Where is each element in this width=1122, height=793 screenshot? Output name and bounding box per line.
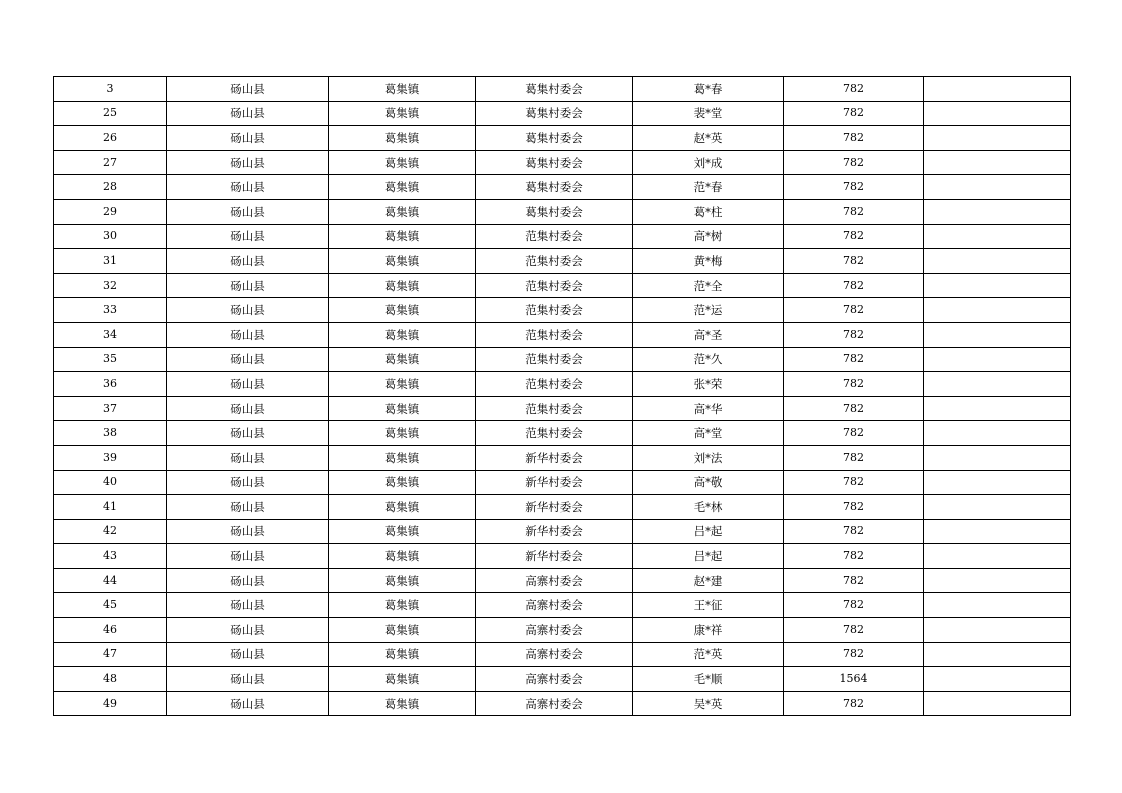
cell-name: 刘*成 (633, 150, 784, 175)
cell-note (924, 642, 1071, 667)
cell-name: 赵*英 (633, 126, 784, 151)
cell-number: 26 (54, 126, 167, 151)
cell-town: 葛集镇 (329, 495, 476, 520)
cell-note (924, 519, 1071, 544)
table-row (54, 224, 1071, 249)
cell-town: 葛集镇 (329, 396, 476, 421)
cell-note (924, 273, 1071, 298)
table-row (54, 667, 1071, 692)
cell-note (924, 77, 1071, 102)
table-row (54, 470, 1071, 495)
table-row (54, 519, 1071, 544)
cell-note (924, 396, 1071, 421)
cell-village: 葛集村委会 (476, 150, 633, 175)
cell-town: 葛集镇 (329, 470, 476, 495)
cell-town: 葛集镇 (329, 691, 476, 716)
cell-note (924, 544, 1071, 569)
cell-note (924, 691, 1071, 716)
cell-name: 毛*顺 (633, 667, 784, 692)
cell-county: 砀山县 (167, 667, 329, 692)
cell-note (924, 322, 1071, 347)
cell-village: 新华村委会 (476, 519, 633, 544)
cell-note (924, 470, 1071, 495)
cell-note (924, 593, 1071, 618)
cell-amount: 782 (784, 421, 924, 446)
table-row (54, 322, 1071, 347)
cell-number: 31 (54, 249, 167, 274)
cell-amount: 782 (784, 298, 924, 323)
cell-village: 新华村委会 (476, 544, 633, 569)
cell-county: 砀山县 (167, 593, 329, 618)
cell-note (924, 126, 1071, 151)
cell-note (924, 421, 1071, 446)
cell-town: 葛集镇 (329, 224, 476, 249)
cell-note (924, 298, 1071, 323)
cell-note (924, 568, 1071, 593)
cell-note (924, 199, 1071, 224)
cell-name: 赵*建 (633, 568, 784, 593)
cell-county: 砀山县 (167, 691, 329, 716)
cell-village: 高寨村委会 (476, 568, 633, 593)
cell-village: 高寨村委会 (476, 667, 633, 692)
cell-amount: 782 (784, 322, 924, 347)
cell-amount: 782 (784, 224, 924, 249)
cell-town: 葛集镇 (329, 544, 476, 569)
cell-county: 砀山县 (167, 544, 329, 569)
cell-county: 砀山县 (167, 175, 329, 200)
cell-town: 葛集镇 (329, 421, 476, 446)
cell-village: 葛集村委会 (476, 77, 633, 102)
cell-amount: 782 (784, 544, 924, 569)
cell-amount: 782 (784, 495, 924, 520)
cell-name: 范*英 (633, 642, 784, 667)
cell-village: 葛集村委会 (476, 101, 633, 126)
table-row (54, 618, 1071, 643)
cell-name: 王*征 (633, 593, 784, 618)
cell-name: 范*全 (633, 273, 784, 298)
cell-amount: 782 (784, 347, 924, 372)
cell-village: 高寨村委会 (476, 691, 633, 716)
table-row (54, 544, 1071, 569)
cell-town: 葛集镇 (329, 150, 476, 175)
cell-town: 葛集镇 (329, 347, 476, 372)
cell-county: 砀山县 (167, 150, 329, 175)
table-row (54, 249, 1071, 274)
cell-county: 砀山县 (167, 642, 329, 667)
cell-number: 42 (54, 519, 167, 544)
table-row (54, 495, 1071, 520)
cell-name: 毛*林 (633, 495, 784, 520)
cell-village: 新华村委会 (476, 495, 633, 520)
cell-amount: 782 (784, 175, 924, 200)
cell-note (924, 667, 1071, 692)
cell-village: 新华村委会 (476, 470, 633, 495)
cell-name: 裴*堂 (633, 101, 784, 126)
table-row (54, 126, 1071, 151)
cell-county: 砀山县 (167, 396, 329, 421)
cell-name: 高*树 (633, 224, 784, 249)
cell-name: 高*堂 (633, 421, 784, 446)
cell-village: 范集村委会 (476, 347, 633, 372)
cell-town: 葛集镇 (329, 445, 476, 470)
table-row (54, 642, 1071, 667)
cell-town: 葛集镇 (329, 101, 476, 126)
cell-number: 41 (54, 495, 167, 520)
cell-county: 砀山县 (167, 224, 329, 249)
cell-town: 葛集镇 (329, 568, 476, 593)
cell-number: 35 (54, 347, 167, 372)
cell-name: 范*运 (633, 298, 784, 323)
cell-village: 范集村委会 (476, 273, 633, 298)
cell-village: 范集村委会 (476, 224, 633, 249)
cell-number: 44 (54, 568, 167, 593)
table-row (54, 199, 1071, 224)
table-row (54, 150, 1071, 175)
cell-county: 砀山县 (167, 199, 329, 224)
cell-number: 46 (54, 618, 167, 643)
cell-number: 40 (54, 470, 167, 495)
table-row (54, 101, 1071, 126)
cell-number: 36 (54, 372, 167, 397)
cell-note (924, 347, 1071, 372)
cell-county: 砀山县 (167, 568, 329, 593)
cell-county: 砀山县 (167, 126, 329, 151)
cell-amount: 782 (784, 519, 924, 544)
cell-number: 34 (54, 322, 167, 347)
table-body (54, 77, 1071, 716)
cell-amount: 782 (784, 445, 924, 470)
cell-name: 吴*英 (633, 691, 784, 716)
cell-town: 葛集镇 (329, 126, 476, 151)
cell-name: 范*久 (633, 347, 784, 372)
cell-number: 43 (54, 544, 167, 569)
cell-amount: 782 (784, 199, 924, 224)
cell-number: 49 (54, 691, 167, 716)
cell-village: 葛集村委会 (476, 175, 633, 200)
table-row (54, 568, 1071, 593)
cell-village: 高寨村委会 (476, 618, 633, 643)
cell-amount: 782 (784, 77, 924, 102)
cell-name: 高*敬 (633, 470, 784, 495)
cell-number: 33 (54, 298, 167, 323)
cell-note (924, 101, 1071, 126)
cell-number: 28 (54, 175, 167, 200)
cell-number: 39 (54, 445, 167, 470)
table-row (54, 421, 1071, 446)
cell-county: 砀山县 (167, 249, 329, 274)
cell-name: 葛*柱 (633, 199, 784, 224)
cell-amount: 782 (784, 470, 924, 495)
cell-number: 48 (54, 667, 167, 692)
cell-note (924, 445, 1071, 470)
cell-amount: 782 (784, 618, 924, 643)
cell-amount: 782 (784, 273, 924, 298)
cell-county: 砀山县 (167, 470, 329, 495)
cell-county: 砀山县 (167, 618, 329, 643)
cell-town: 葛集镇 (329, 249, 476, 274)
cell-amount: 1564 (784, 667, 924, 692)
cell-county: 砀山县 (167, 322, 329, 347)
cell-amount: 782 (784, 691, 924, 716)
table-row (54, 372, 1071, 397)
data-table (53, 76, 1071, 716)
table-row (54, 298, 1071, 323)
cell-name: 刘*法 (633, 445, 784, 470)
cell-name: 高*圣 (633, 322, 784, 347)
cell-name: 康*祥 (633, 618, 784, 643)
cell-name: 吕*起 (633, 519, 784, 544)
cell-number: 47 (54, 642, 167, 667)
cell-county: 砀山县 (167, 298, 329, 323)
cell-note (924, 224, 1071, 249)
cell-note (924, 175, 1071, 200)
cell-town: 葛集镇 (329, 372, 476, 397)
cell-note (924, 249, 1071, 274)
table-row (54, 593, 1071, 618)
cell-name: 范*春 (633, 175, 784, 200)
cell-county: 砀山县 (167, 495, 329, 520)
cell-county: 砀山县 (167, 421, 329, 446)
cell-village: 范集村委会 (476, 372, 633, 397)
cell-town: 葛集镇 (329, 642, 476, 667)
cell-town: 葛集镇 (329, 298, 476, 323)
cell-name: 黄*梅 (633, 249, 784, 274)
table-row (54, 396, 1071, 421)
cell-village: 葛集村委会 (476, 199, 633, 224)
cell-number: 3 (54, 77, 167, 102)
cell-note (924, 150, 1071, 175)
cell-number: 27 (54, 150, 167, 175)
cell-town: 葛集镇 (329, 273, 476, 298)
cell-county: 砀山县 (167, 273, 329, 298)
cell-name: 吕*起 (633, 544, 784, 569)
cell-county: 砀山县 (167, 347, 329, 372)
cell-number: 25 (54, 101, 167, 126)
cell-amount: 782 (784, 249, 924, 274)
cell-town: 葛集镇 (329, 322, 476, 347)
cell-number: 45 (54, 593, 167, 618)
cell-name: 葛*春 (633, 77, 784, 102)
cell-town: 葛集镇 (329, 199, 476, 224)
cell-amount: 782 (784, 568, 924, 593)
cell-village: 范集村委会 (476, 249, 633, 274)
cell-number: 38 (54, 421, 167, 446)
cell-town: 葛集镇 (329, 618, 476, 643)
cell-town: 葛集镇 (329, 77, 476, 102)
cell-county: 砀山县 (167, 101, 329, 126)
cell-town: 葛集镇 (329, 667, 476, 692)
cell-village: 高寨村委会 (476, 593, 633, 618)
cell-amount: 782 (784, 150, 924, 175)
cell-number: 37 (54, 396, 167, 421)
table-row (54, 77, 1071, 102)
cell-village: 葛集村委会 (476, 126, 633, 151)
cell-amount: 782 (784, 126, 924, 151)
table-row (54, 691, 1071, 716)
cell-town: 葛集镇 (329, 519, 476, 544)
table-row (54, 175, 1071, 200)
cell-amount: 782 (784, 396, 924, 421)
cell-county: 砀山县 (167, 372, 329, 397)
cell-name: 张*荣 (633, 372, 784, 397)
table-row (54, 445, 1071, 470)
cell-number: 30 (54, 224, 167, 249)
cell-number: 29 (54, 199, 167, 224)
cell-village: 范集村委会 (476, 298, 633, 323)
cell-amount: 782 (784, 593, 924, 618)
cell-county: 砀山县 (167, 77, 329, 102)
table-row (54, 273, 1071, 298)
cell-village: 范集村委会 (476, 421, 633, 446)
cell-note (924, 618, 1071, 643)
cell-town: 葛集镇 (329, 175, 476, 200)
table-row (54, 347, 1071, 372)
cell-amount: 782 (784, 642, 924, 667)
cell-county: 砀山县 (167, 445, 329, 470)
cell-county: 砀山县 (167, 519, 329, 544)
cell-number: 32 (54, 273, 167, 298)
cell-note (924, 495, 1071, 520)
cell-village: 范集村委会 (476, 396, 633, 421)
cell-village: 新华村委会 (476, 445, 633, 470)
cell-note (924, 372, 1071, 397)
cell-village: 范集村委会 (476, 322, 633, 347)
cell-amount: 782 (784, 372, 924, 397)
cell-name: 高*华 (633, 396, 784, 421)
cell-amount: 782 (784, 101, 924, 126)
cell-village: 高寨村委会 (476, 642, 633, 667)
cell-town: 葛集镇 (329, 593, 476, 618)
